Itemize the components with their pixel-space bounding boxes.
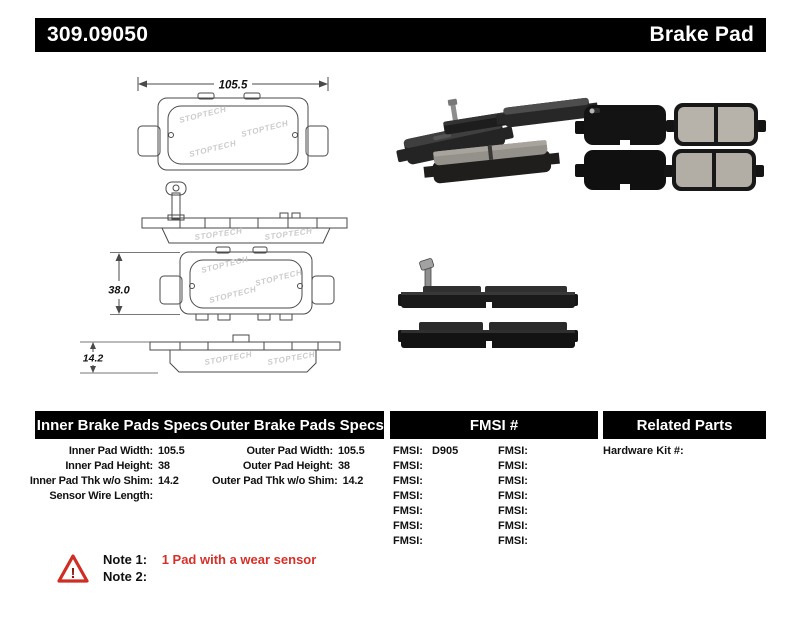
- spec-value: [158, 489, 210, 504]
- related-row: [603, 444, 690, 459]
- related-parts-column: [603, 444, 690, 459]
- spec-row: [212, 444, 390, 459]
- related-parts-header: Related Parts: [603, 411, 766, 439]
- watermark-text: STOPTECH: [240, 118, 290, 139]
- spec-row: [26, 474, 210, 489]
- watermark-text: STOPTECH: [264, 226, 314, 242]
- spec-label: Outer Pad Height:: [242, 460, 333, 472]
- spec-label: Inner Pad Height:: [65, 460, 153, 472]
- spec-label: Inner Pad Thk w/o Shim:: [29, 475, 153, 487]
- fmsi-label: FMSI:: [498, 520, 528, 532]
- fmsi-row: [393, 444, 603, 459]
- spec-label: Outer Pad Width:: [246, 445, 333, 457]
- fmsi-row: [393, 504, 603, 519]
- spec-value: 105.5: [158, 445, 185, 457]
- spec-row: [212, 474, 390, 489]
- spec-row: [26, 459, 210, 474]
- dim-width-label: 105.5: [218, 79, 248, 92]
- fmsi-label: FMSI:: [498, 535, 528, 547]
- fmsi-label: FMSI:: [393, 460, 423, 472]
- note-1-text: 1 Pad with a wear sensor: [161, 552, 317, 567]
- spec-label: Inner Pad Width:: [68, 445, 153, 457]
- watermark-text: STOPTECH: [203, 349, 253, 367]
- watermark-text: STOPTECH: [188, 138, 238, 159]
- fmsi-value: D905: [431, 445, 459, 457]
- watermark-text: STOPTECH: [178, 104, 228, 125]
- spec-label: Outer Pad Thk w/o Shim:: [212, 475, 338, 487]
- fmsi-row: [393, 459, 603, 474]
- notes-section: [56, 551, 316, 585]
- fmsi-label: FMSI:: [393, 475, 423, 487]
- hardware-kit-label: Hardware Kit #:: [603, 445, 684, 457]
- product-photos: [385, 88, 770, 373]
- spec-value: 38: [158, 460, 170, 472]
- note-1: [103, 551, 316, 568]
- watermark-text: STOPTECH: [200, 254, 250, 275]
- spec-row: [26, 489, 210, 504]
- spec-value: 14.2: [158, 475, 179, 487]
- fmsi-header: FMSI #: [390, 411, 598, 439]
- watermark-text: STOPTECH: [208, 284, 258, 305]
- product-name: Brake Pad: [649, 23, 754, 46]
- fmsi-column: [393, 444, 603, 549]
- photo-pads-flat: [575, 103, 766, 191]
- photo-pads-edge-stacked: [398, 258, 578, 349]
- pads-specs-header: [35, 411, 384, 439]
- outer-specs-header: Outer Brake Pads Specs: [209, 416, 384, 434]
- watermark-text: STOPTECH: [194, 226, 244, 242]
- fmsi-label: FMSI:: [393, 505, 423, 517]
- watermark-text: STOPTECH: [254, 267, 304, 288]
- drawing-edge-view: [142, 182, 347, 243]
- warning-glyph: !: [70, 565, 76, 582]
- dim-thickness-label: 14.2: [82, 352, 104, 365]
- fmsi-label: FMSI:: [498, 460, 528, 472]
- fmsi-label: FMSI:: [393, 445, 423, 457]
- fmsi-label: FMSI:: [498, 505, 528, 517]
- spec-value: 105.5: [338, 445, 365, 457]
- drawing-front-view-height: [110, 247, 334, 320]
- spec-label: Sensor Wire Length:: [49, 490, 153, 502]
- note-lines: [103, 551, 316, 585]
- fmsi-label: FMSI:: [393, 490, 423, 502]
- title-bar: [35, 18, 766, 52]
- part-number: 309.09050: [47, 23, 149, 46]
- watermark-text: STOPTECH: [266, 349, 316, 367]
- technical-drawings: [30, 60, 370, 410]
- fmsi-row: [393, 489, 603, 504]
- note-1-label: Note 1:: [103, 552, 148, 567]
- note-2: [103, 568, 316, 585]
- fmsi-label: FMSI:: [498, 490, 528, 502]
- photo-pads-perspective: [394, 88, 599, 185]
- fmsi-row: [393, 534, 603, 549]
- fmsi-row: [393, 474, 603, 489]
- inner-specs-header: Inner Brake Pads Specs: [36, 416, 208, 434]
- fmsi-label: FMSI:: [498, 475, 528, 487]
- spec-value: 14.2: [342, 475, 364, 487]
- fmsi-label: FMSI:: [498, 445, 528, 457]
- inner-specs-column: [26, 444, 210, 504]
- fmsi-label: FMSI:: [393, 520, 423, 532]
- spec-row: [212, 459, 390, 474]
- spec-value: 38: [338, 460, 350, 472]
- outer-specs-column: [212, 444, 390, 489]
- fmsi-row: [393, 519, 603, 534]
- warning-triangle-icon: [56, 553, 90, 585]
- note-2-label: Note 2:: [103, 569, 148, 584]
- fmsi-label: FMSI:: [393, 535, 423, 547]
- dim-height-label: 38.0: [108, 284, 130, 297]
- spec-row: [26, 444, 210, 459]
